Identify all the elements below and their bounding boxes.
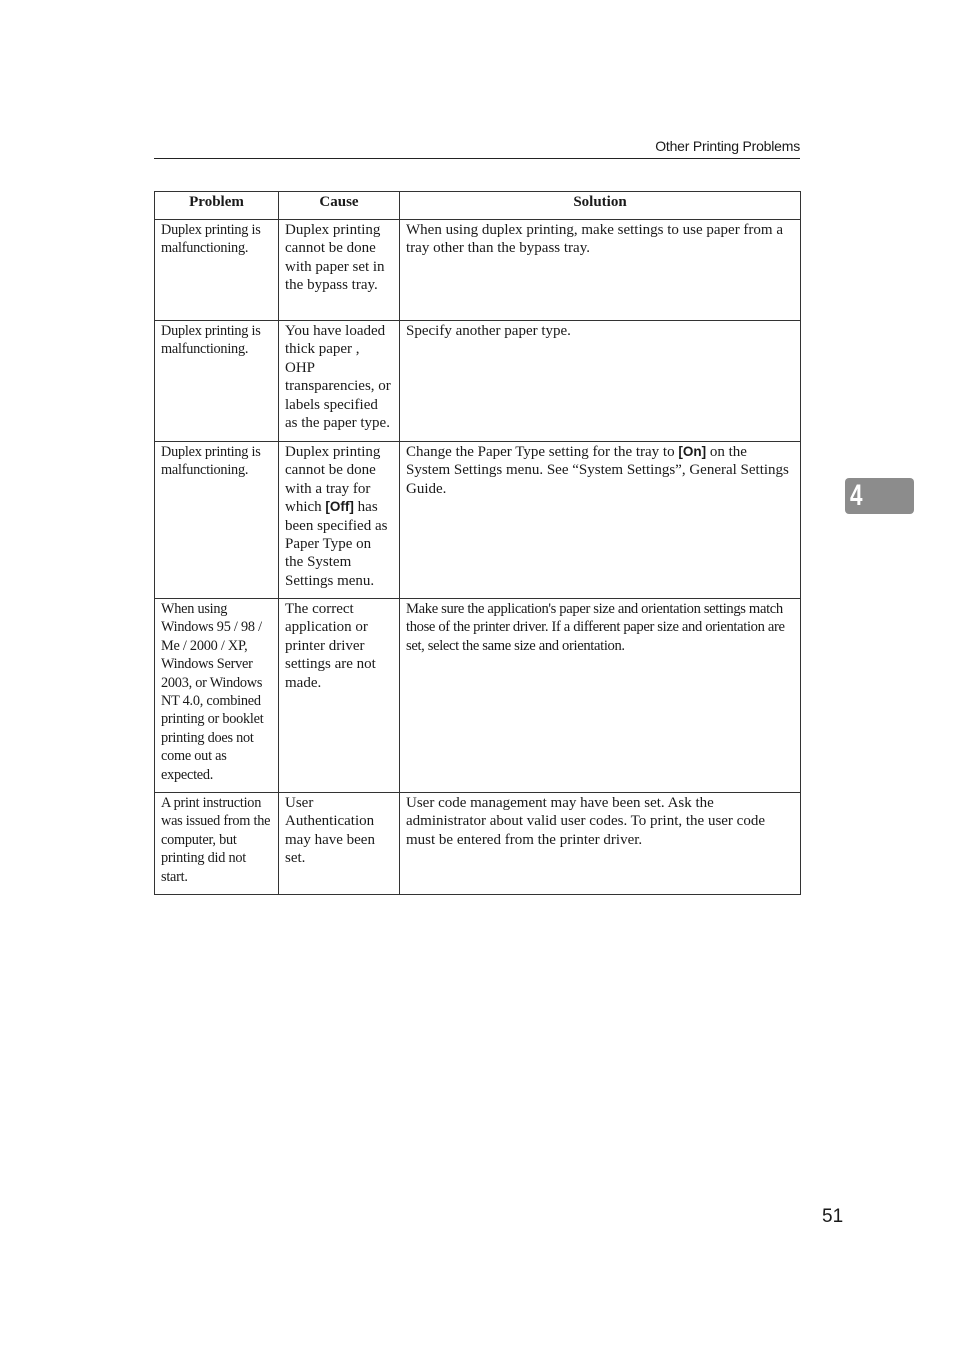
chapter-tab xyxy=(845,478,914,514)
problem-cell: Duplex printing is malfunctioning. xyxy=(155,321,279,442)
column-header-cause: Cause xyxy=(279,192,400,220)
table-row xyxy=(155,793,801,895)
troubleshooting-table xyxy=(154,191,801,895)
column-header-problem: Problem xyxy=(155,192,279,220)
table-row xyxy=(155,321,801,442)
solution-text: Change the Paper Type setting for the tray to xyxy=(406,444,679,460)
page-number: 51 xyxy=(822,1206,844,1227)
cause-text: has been specified as Paper Type on the System Settings menu. xyxy=(285,499,388,589)
solution-cell: Make sure the application's paper size and orientation settings match those of the printer driver. If a different paper size and orientation are set, select the same size and orientation. xyxy=(400,599,801,793)
on-key-label: [On] xyxy=(678,444,707,459)
solution-cell: User code management may have been set. Ask the administrator about valid user codes. To print, the user code must be entered from the printer driver. xyxy=(400,793,801,895)
solution-cell: When using duplex printing, make settings to use paper from a tray other than the bypass tray. xyxy=(400,220,801,321)
solution-cell xyxy=(400,442,801,599)
problem-cell: When using Windows 95 / 98 / Me / 2000 / XP, Windows Server 2003, or Windows NT 4.0, combined printing or booklet printing does not come out as expected. xyxy=(155,599,279,793)
cause-cell: You have loaded thick paper , OHP transparencies, or labels specified as the paper type. xyxy=(279,321,400,442)
table-row xyxy=(155,599,801,793)
off-key-label: [Off] xyxy=(325,499,354,515)
chapter-number: 4 xyxy=(850,479,863,512)
table-row xyxy=(155,220,801,321)
header-rule xyxy=(154,158,800,159)
problem-cell: Duplex printing is malfunctioning. xyxy=(155,220,279,321)
table-header-row xyxy=(155,192,801,220)
cause-cell: User Authentication may have been set. xyxy=(279,793,400,895)
column-header-solution: Solution xyxy=(400,192,801,220)
problem-cell: A print instruction was issued from the computer, but printing did not start. xyxy=(155,793,279,895)
running-header-title: Other Printing Problems xyxy=(655,138,800,154)
cause-text: Duplex printing cannot be done with a tray for which xyxy=(285,444,381,516)
cause-cell xyxy=(279,442,400,599)
solution-text: on the System Settings menu. See “System Settings”, General Settings Guide. xyxy=(406,444,789,497)
problem-cell: Duplex printing is malfunctioning. xyxy=(155,442,279,599)
solution-cell: Specify another paper type. xyxy=(400,321,801,442)
cause-cell: Duplex printing cannot be done with paper set in the bypass tray. xyxy=(279,220,400,321)
cause-cell: The correct application or printer driver settings are not made. xyxy=(279,599,400,793)
table-row xyxy=(155,442,801,599)
